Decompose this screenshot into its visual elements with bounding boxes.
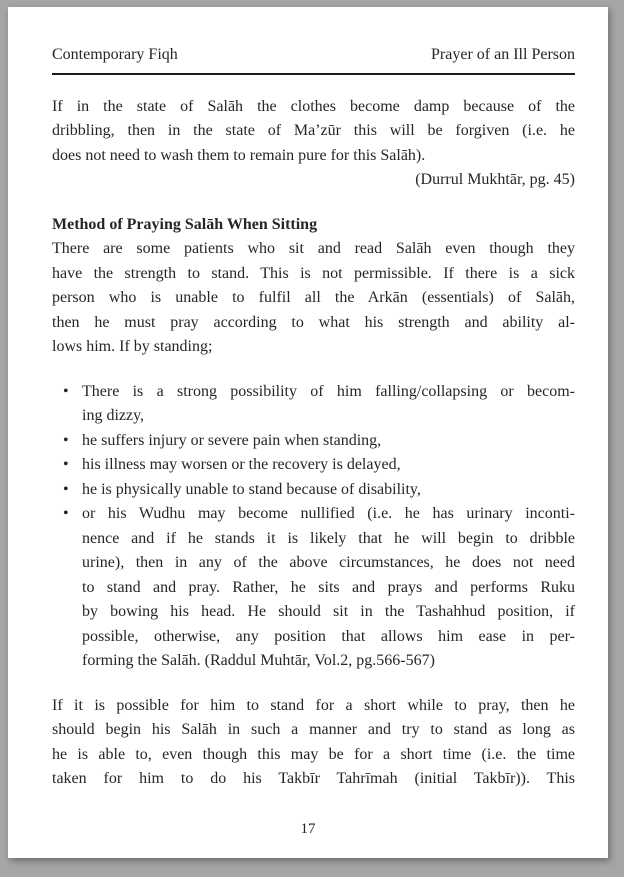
paragraph (52, 694, 575, 792)
text-line: There are some patients who sit and read Salāh even though they (52, 240, 575, 257)
text-line: nence and if he stands it is likely that he will begin to dribble (82, 529, 575, 547)
bullet-item (52, 502, 575, 674)
text-line: There is a strong possibility of him falling/collapsing or becom- (82, 382, 575, 400)
bullet-item (52, 380, 575, 429)
paragraph (52, 237, 575, 360)
citation-line: (Durrul Mukhtār, pg. 45) (415, 171, 575, 188)
bullet-item (52, 429, 575, 454)
text-line: he suffers injury or severe pain when standing, (82, 431, 382, 449)
page-header (52, 43, 575, 68)
bullet-icon: • (63, 505, 69, 522)
text-line: ing dizzy, (82, 407, 145, 424)
text-line: to stand and pray. Rather, he sits and prays and performs Ruku (82, 578, 575, 596)
header-right-title: Prayer of an Ill Person (431, 46, 575, 63)
text-line: should begin his Salāh in such a manner and try to stand as long as (52, 721, 575, 738)
page-number: 17 (300, 821, 316, 837)
text-line: person who is unable to fulfil all the Arkān (essentials) of Salāh, (52, 289, 575, 306)
text-line: he is able to, even though this may be for a short time (i.e. the time (52, 745, 575, 763)
page-content (52, 43, 575, 792)
paragraph (52, 95, 575, 169)
text-line: forming the Salāh. (Raddul Muhtār, Vol.2, pg.566-567) (82, 652, 435, 669)
section-heading: Method of Praying Salāh When Sitting (52, 215, 318, 233)
bullet-icon: • (63, 382, 69, 400)
text-line: have the strength to stand. This is not permissible. If there is a sick (52, 264, 575, 282)
text-line: does not need to wash them to remain pure for this Salāh). (52, 146, 426, 164)
book-page (8, 7, 608, 858)
text-line: his illness may worsen or the recovery is delayed, (82, 456, 401, 473)
bullet-icon: • (63, 456, 69, 473)
document-body (52, 95, 575, 792)
text-line: If it is possible for him to stand for a short while to pray, then he (52, 696, 575, 714)
bullet-item (52, 453, 575, 478)
header-rule (52, 73, 575, 75)
text-line: lows him. If by standing; (52, 338, 213, 355)
text-line: taken for him to do his Takbīr Tahrīmah (initial Takbīr)). This (52, 770, 575, 787)
text-line: urine), then in any of the above circumstances, he does not need (82, 554, 575, 571)
text-line: possible, otherwise, any position that allows him ease in per- (82, 627, 575, 645)
bullet-item (52, 478, 575, 503)
bullet-list (52, 380, 575, 674)
text-line: dribbling, then in the state of Ma’zūr this will be forgiven (i.e. he (52, 122, 575, 139)
text-line: then he must pray according to what his strength and ability al- (52, 313, 575, 331)
text-line: by bowing his head. He should sit in the Tashahhud position, if (82, 603, 575, 620)
bullet-icon: • (63, 480, 69, 498)
header-left-title: Contemporary Fiqh (52, 46, 178, 63)
text-line: or his Wudhu may become nullified (i.e. he has urinary inconti- (82, 505, 575, 522)
text-line: he is physically unable to stand because of disability, (82, 480, 421, 498)
text-line: If in the state of Salāh the clothes become damp because of the (52, 97, 575, 115)
bullet-icon: • (63, 431, 69, 449)
